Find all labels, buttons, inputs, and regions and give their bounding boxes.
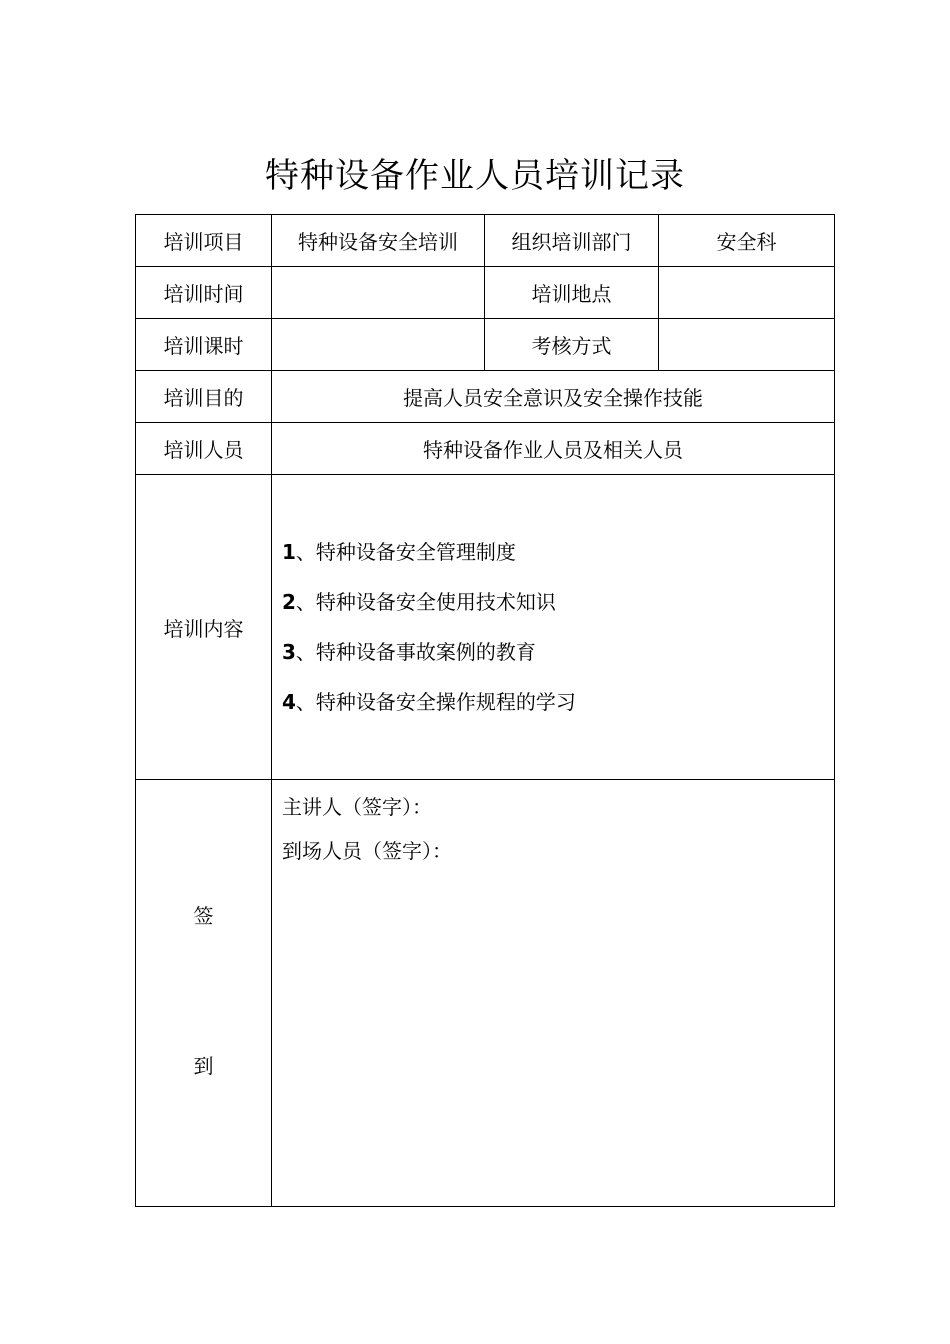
label-training-time: 培训时间: [136, 267, 272, 319]
row-training-purpose: [136, 371, 835, 423]
row-training-content: [136, 475, 835, 780]
page-title: 特种设备作业人员培训记录: [265, 156, 685, 196]
attendees-signature-label: 到场人员（签字）：: [282, 839, 452, 863]
row-training-people: [136, 423, 835, 475]
value-training-place[interactable]: [659, 267, 835, 319]
lecturer-signature-label: 主讲人（签字）：: [282, 795, 432, 819]
label-training-purpose: 培训目的: [136, 371, 272, 423]
value-exam-method[interactable]: [659, 319, 835, 371]
content-item: 3、特种设备事故案例的教育: [282, 640, 536, 664]
content-item: 4、特种设备安全操作规程的学习: [282, 690, 576, 714]
label-training-content: 培训内容: [136, 475, 272, 780]
row-training-time: [136, 267, 835, 319]
sign-in-area[interactable]: [272, 780, 835, 1207]
sign-in-char-top: 签: [193, 904, 214, 928]
label-training-place: 培训地点: [485, 267, 659, 319]
label-exam-method: 考核方式: [485, 319, 659, 371]
label-organizing-dept: 组织培训部门: [485, 215, 659, 267]
value-training-hours[interactable]: [272, 319, 485, 371]
value-training-time[interactable]: [272, 267, 485, 319]
content-item: 1、特种设备安全管理制度: [282, 540, 516, 564]
label-sign-in: [136, 780, 272, 1207]
label-training-hours: 培训课时: [136, 319, 272, 371]
value-training-purpose[interactable]: 提高人员安全意识及安全操作技能: [272, 371, 835, 423]
value-training-people[interactable]: 特种设备作业人员及相关人员: [272, 423, 835, 475]
value-training-content[interactable]: [272, 475, 835, 780]
value-organizing-dept[interactable]: 安全科: [659, 215, 835, 267]
training-record-table: [135, 214, 835, 1207]
content-item: 2、特种设备安全使用技术知识: [282, 590, 556, 614]
label-training-project: 培训项目: [136, 215, 272, 267]
label-training-people: 培训人员: [136, 423, 272, 475]
value-training-project[interactable]: 特种设备安全培训: [272, 215, 485, 267]
sign-in-char-bottom: 到: [193, 1054, 214, 1078]
row-training-hours: [136, 319, 835, 371]
row-sign-in: [136, 780, 835, 1207]
row-training-project: [136, 215, 835, 267]
